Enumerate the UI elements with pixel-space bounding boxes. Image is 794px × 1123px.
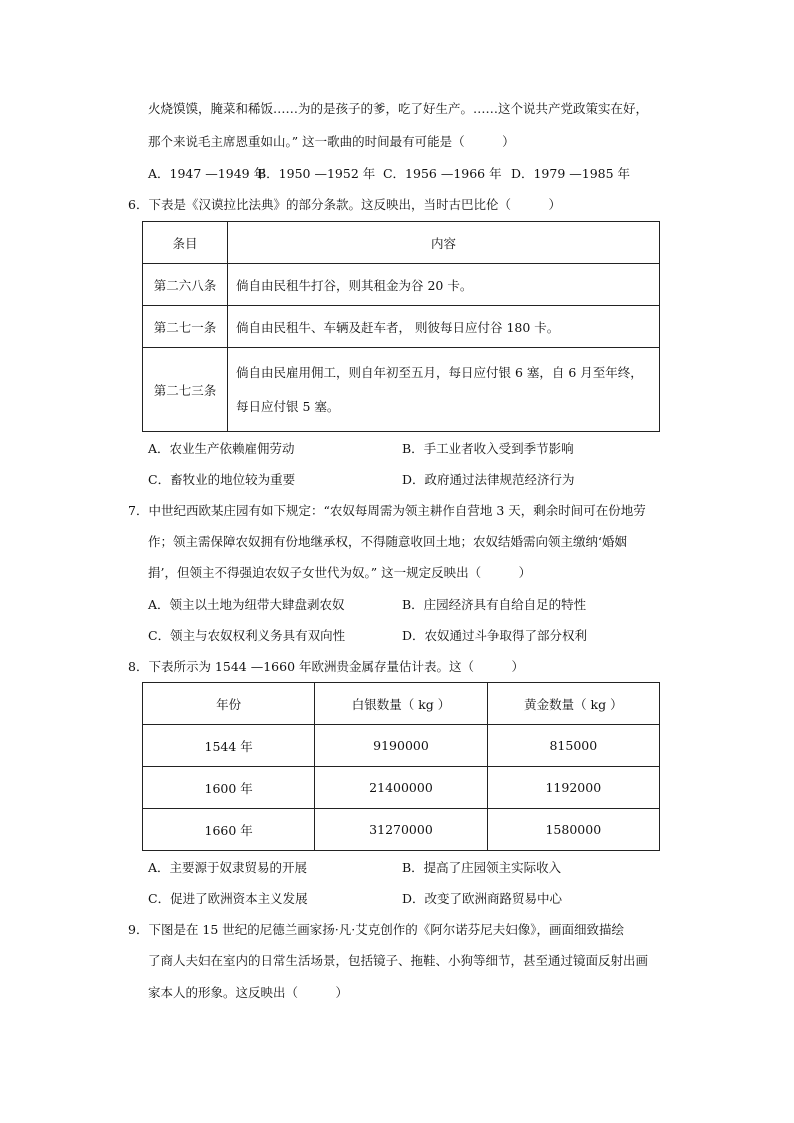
q7-option-c[interactable]: C．领主与农奴权利义务具有双向性 <box>148 628 346 643</box>
q6-table <box>142 221 660 432</box>
row-item: 第二六八条 <box>143 264 228 306</box>
q7-option-b[interactable]: B．庄园经济具有自给自足的特性 <box>401 597 587 612</box>
row-year: 1600 年 <box>143 767 315 809</box>
q6-option-d[interactable]: D．政府通过法律规范经济行为 <box>401 472 575 487</box>
row-content: 倘自由民租牛、车辆及赶车者， 则彼每日应付谷 180 卡。 <box>228 306 660 348</box>
q7-options-row-1 <box>148 596 586 614</box>
table-row <box>143 348 660 432</box>
q5-option-a[interactable]: A．1947 —1949 年 <box>148 166 267 181</box>
table-row <box>143 264 660 306</box>
row-year: 1544 年 <box>143 725 315 767</box>
q6-option-a[interactable]: A．农业生产依赖雇佣劳动 <box>148 441 295 456</box>
q5-option-c[interactable]: C．1956 —1966 年 <box>382 166 502 181</box>
q6-options-row-2 <box>148 471 575 489</box>
row-gold: 1192000 <box>487 767 659 809</box>
q5-line-2: 那个来说毛主席恩重如山。” 这一歌曲的时间最有可能是（ ） <box>148 134 515 149</box>
q8-options-row-1 <box>148 859 561 877</box>
header-item: 条目 <box>143 222 228 264</box>
header-year: 年份 <box>143 683 315 725</box>
row-content: 倘自由民租牛打谷，则其租金为谷 20 卡。 <box>228 264 660 306</box>
q5-line-1: 火烧馍馍，腌菜和稀饭……为的是孩子的爹，吃了好生产。……这个说共产党政策实在好， <box>148 101 649 116</box>
row-silver: 21400000 <box>315 767 487 809</box>
row-silver: 9190000 <box>315 725 487 767</box>
q8-stem: 8．下表所示为 1544 —1660 年欧洲贵金属存量估计表。这（ ） <box>128 659 524 674</box>
q7-option-d[interactable]: D．农奴通过斗争取得了部分权利 <box>401 628 588 643</box>
q7-line-3: 捐’，但领主不得强迫农奴子女世代为奴。” 这一规定反映出（ ） <box>148 565 532 580</box>
q9-line-3: 家本人的形象。这反映出（ ） <box>148 985 349 1000</box>
row-content <box>228 348 660 432</box>
q9-line-1: 9．下图是在 15 世纪的尼德兰画家扬·凡·艾克创作的《阿尔诺芬尼夫妇像》，画面细致描绘 <box>128 922 625 937</box>
row-item: 第二七三条 <box>143 348 228 432</box>
row-year: 1660 年 <box>143 809 315 851</box>
row-content-line-1: 倘自由民雇用佣工，则自年初至五月，每日应付银 6 塞，自 6 月至年终， <box>236 364 643 380</box>
row-content-line-2: 每日应付银 5 塞。 <box>236 398 340 414</box>
q8-option-c[interactable]: C．促进了欧洲资本主义发展 <box>148 891 308 906</box>
table-header-row <box>143 683 660 725</box>
header-content: 内容 <box>228 222 660 264</box>
q8-option-a[interactable]: A．主要源于奴隶贸易的开展 <box>148 860 308 875</box>
table-row <box>143 306 660 348</box>
table-row <box>143 767 660 809</box>
q6-options-row-1 <box>148 440 574 458</box>
q7-line-1: 7．中世纪西欧某庄园有如下规定：“农奴每周需为领主耕作自营地 3 天，剩余时间可在份地劳 <box>128 503 646 518</box>
q5-option-d[interactable]: D．1979 —1985 年 <box>510 166 631 181</box>
header-silver: 白银数量（ kg ） <box>315 683 487 725</box>
q5-options <box>148 165 630 183</box>
table-row <box>143 725 660 767</box>
header-gold: 黄金数量（ kg ） <box>487 683 659 725</box>
q7-options-row-2 <box>148 627 587 645</box>
row-item: 第二七一条 <box>143 306 228 348</box>
q8-options-row-2 <box>148 890 562 908</box>
table-header-row <box>143 222 660 264</box>
q5-option-b[interactable]: B．1950 —1952 年 <box>256 166 376 181</box>
row-silver: 31270000 <box>315 809 487 851</box>
q9-line-2: 了商人夫妇在室内的日常生活场景，包括镜子、拖鞋、小狗等细节，甚至通过镜面反射出画 <box>148 953 649 968</box>
q8-table <box>142 682 660 851</box>
q6-option-b[interactable]: B．手工业者收入受到季节影响 <box>401 441 574 456</box>
table-row <box>143 809 660 851</box>
row-gold: 815000 <box>487 725 659 767</box>
row-gold: 1580000 <box>487 809 659 851</box>
q7-option-a[interactable]: A．领主以土地为纽带大肆盘剥农奴 <box>148 597 345 612</box>
q7-line-2: 作；领主需保障农奴拥有份地继承权，不得随意收回土地；农奴结婚需向领主缴纳‘婚姻 <box>148 534 627 549</box>
q6-stem: 6．下表是《汉谟拉比法典》的部分条款。这反映出，当时古巴比伦（ ） <box>128 197 561 212</box>
q8-option-d[interactable]: D．改变了欧洲商路贸易中心 <box>401 891 563 906</box>
q8-option-b[interactable]: B．提高了庄园领主实际收入 <box>401 860 562 875</box>
q6-option-c[interactable]: C．畜牧业的地位较为重要 <box>148 472 296 487</box>
